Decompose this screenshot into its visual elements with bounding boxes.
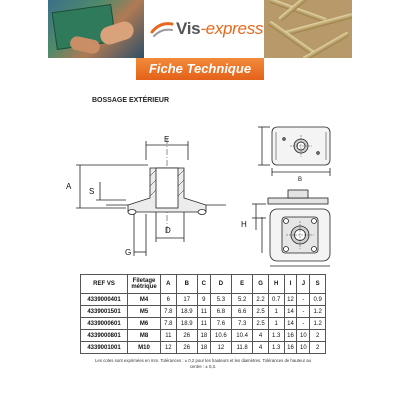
- page-title: Fiche Technique: [148, 61, 252, 76]
- top-view-drawing: [258, 127, 330, 176]
- dim-label-g: G: [125, 248, 132, 257]
- bottom-view-drawing: [262, 209, 330, 266]
- table-row: 4339001501 M5 7.8 18.9 11 6.8 6.6 2.5 1 14 - 1.2: [81, 306, 326, 318]
- dim-label-b: B: [298, 177, 303, 183]
- front-section-drawing: [76, 138, 226, 256]
- table-row: 4339000601 M6 7.8 18.9 11 7.6 7.3 2.5 1 14 - 1.2: [81, 318, 326, 330]
- table-header-row: [81, 275, 326, 294]
- col-header-b: B: [176, 275, 197, 294]
- col-header-g: G: [253, 275, 269, 294]
- col-header-c: C: [197, 275, 210, 294]
- table-row: 4339000401 M4 6 17 9 5.3 5.2 2.2 0.7 12 - 0.9: [81, 294, 326, 306]
- dim-label-h: H: [241, 220, 247, 229]
- col-header-thread: Filetage métrique: [128, 275, 161, 294]
- dim-label-s: S: [89, 187, 95, 196]
- dim-label-d: D: [165, 226, 171, 235]
- table-row: 4339001001 M10 12 26 18 12 11.8 4 1.3 16 10 2: [81, 342, 326, 354]
- tolerance-note: Les cotes sont exprimées en mm. Tolérances : ± 0,2 pour les hauteurs et les diamètres. Tolérances de hauteur au centre : ± 0,3.: [95, 358, 311, 369]
- dim-label-a: A: [66, 182, 72, 191]
- specifications-table: [80, 274, 326, 354]
- dim-label-e: E: [164, 135, 170, 144]
- col-header-a: A: [161, 275, 177, 294]
- col-header-j: J: [297, 275, 310, 294]
- table-row: 4339000801 M8 11 26 18 10.6 10.4 4 1.3 16 10 2: [81, 330, 326, 342]
- col-header-ref: REF VS: [81, 275, 128, 294]
- section-heading: BOSSAGE EXTÉRIEUR: [92, 97, 170, 104]
- col-header-h: H: [268, 275, 284, 294]
- col-header-d: D: [210, 275, 231, 294]
- col-header-s: S: [310, 275, 326, 294]
- col-header-e: E: [232, 275, 253, 294]
- brand-name: Vis-express: [176, 19, 264, 38]
- col-header-i: I: [284, 275, 297, 294]
